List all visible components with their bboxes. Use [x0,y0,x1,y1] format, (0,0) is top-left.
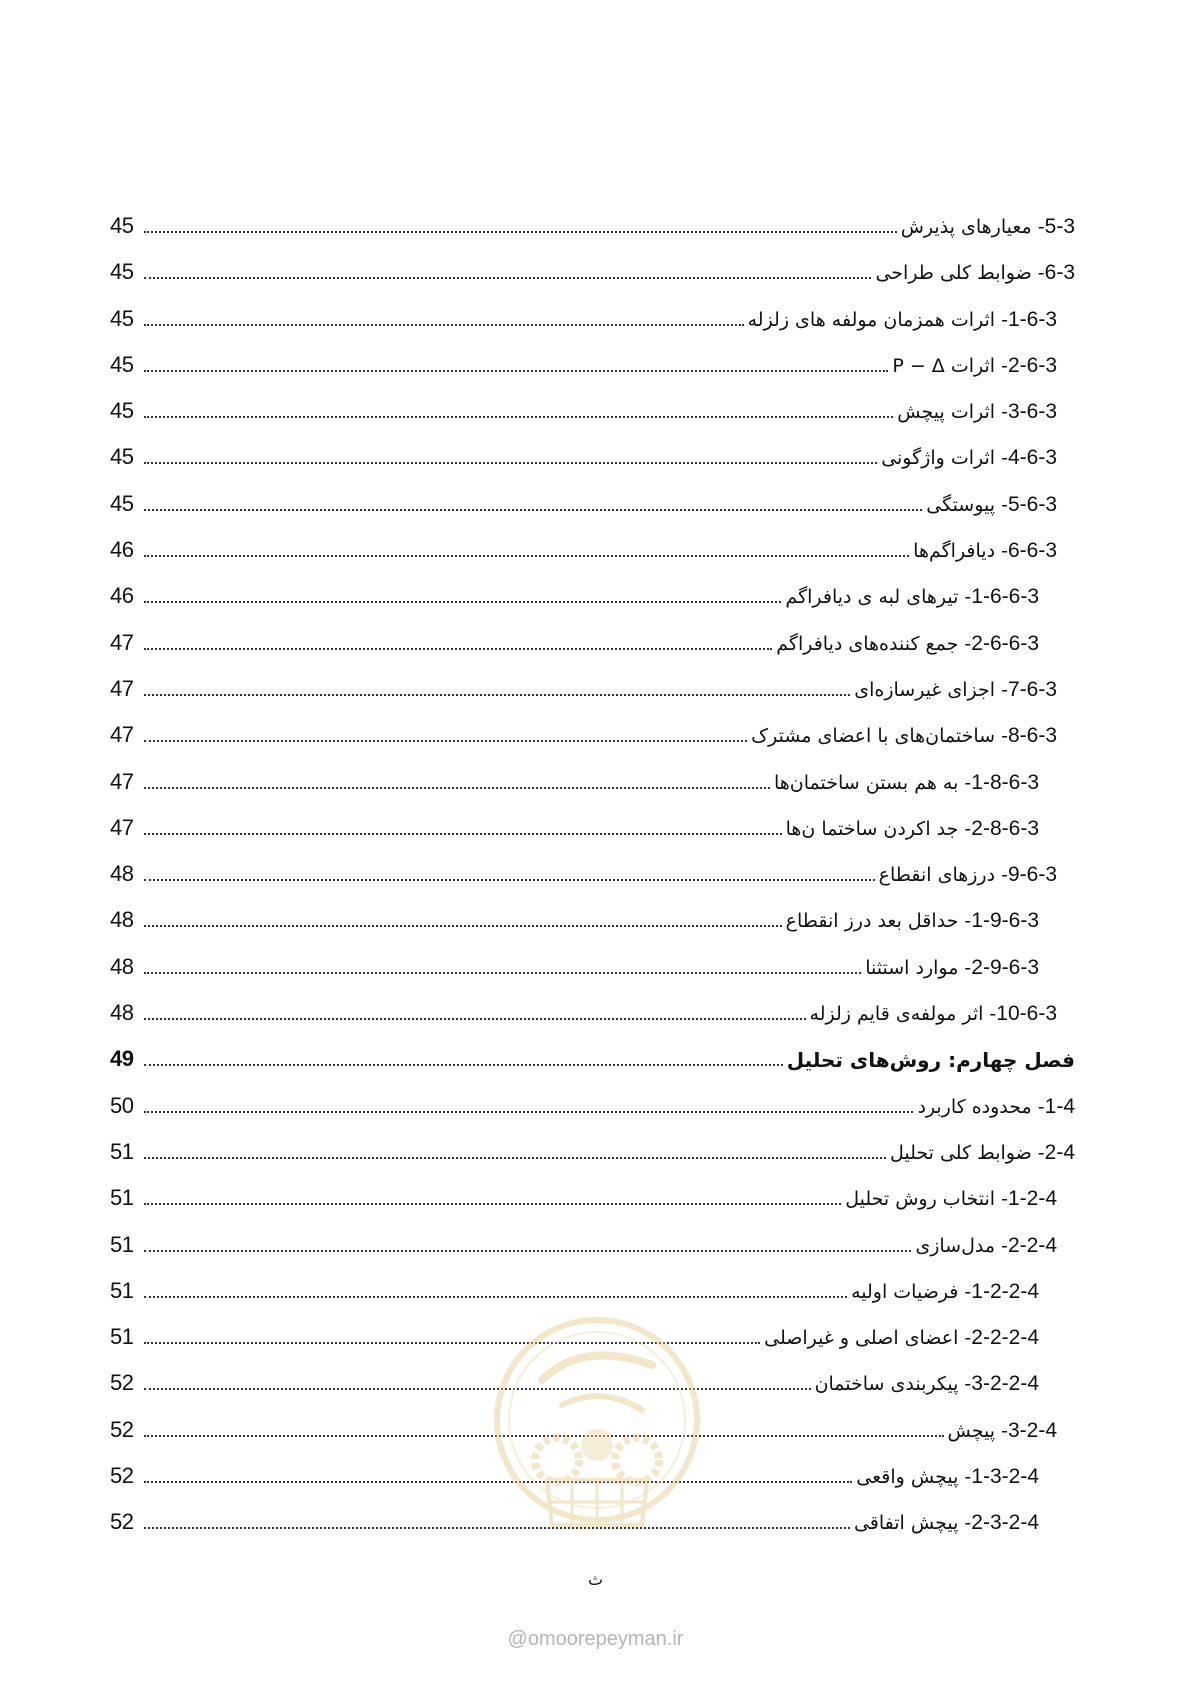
toc-leader-dots [144,306,744,326]
toc-row[interactable] [110,1232,1075,1278]
toc-entry-label: 6-3- ضوابط کلی طراحی [875,261,1075,285]
toc-entry-label: 5-3- معیارهای پذیرش [900,215,1075,238]
toc-entry-label: 1-4- محدوده کاربرد [917,1094,1075,1118]
toc-section-title: فرضیات اولیه [851,1280,959,1303]
toc-section-title: پیچش [947,1419,996,1442]
toc-page-number: 51 [110,1324,134,1350]
toc-page-number: 46 [110,537,134,563]
toc-entry-label: 2-6-3- اثرات P − Δ [892,353,1057,377]
toc-entry-label: 2-3-2-4- پیچش اتفاقی [853,1511,1039,1535]
toc-section-number: 3-2-2-4 [971,1372,1039,1396]
toc-section-title: اثرات پیچش [897,401,996,424]
toc-leader-dots [144,954,861,974]
toc-leader-dots [144,861,875,881]
watermark-seal-icon [482,1310,712,1580]
toc-leader-dots [144,1139,886,1159]
toc-row[interactable] [110,861,1075,907]
toc-entry-label: 1-6-6-3- تیرهای لبه ی دیافراگم [785,585,1039,609]
toc-page-number: 48 [110,1000,134,1026]
toc-section-title: اثرات همزمان مولفه های زلزله [747,308,996,331]
toc-page-number: 52 [110,1416,134,1442]
toc-section-number: 5-3 [1044,215,1075,238]
toc-row[interactable] [110,630,1075,676]
toc-section-number: 3-2-4 [1007,1418,1057,1442]
toc-section-number: 2-6-6-3 [971,631,1039,655]
toc-leader-dots [144,537,909,557]
toc-chapter-row[interactable] [110,1046,1075,1092]
toc-leader-dots [144,1000,806,1020]
toc-section-title: جمع کننده‌های دیافراگم [776,632,959,655]
toc-section-title: ساختمان‌های با اعضای مشترک [751,725,996,748]
toc-section-number: 1-3-2-4 [971,1465,1039,1489]
toc-row[interactable] [110,722,1075,768]
toc-page-number: 47 [110,722,134,748]
toc-row[interactable] [110,352,1075,398]
toc-row[interactable] [110,306,1075,352]
page-number: ث [587,1570,604,1589]
toc-entry-label: 1-2-4- انتخاب روش تحلیل [845,1187,1057,1211]
toc-page-number: 52 [110,1509,134,1535]
toc-section-title: فصل چهارم: روش‌های تحلیل [786,1048,1075,1073]
toc-leader-dots [144,1093,913,1113]
toc-leader-dots [144,907,782,927]
toc-section-number: 1-8-6-3 [971,770,1039,794]
toc-leader-dots [144,1278,847,1298]
toc-page-number: 47 [110,629,134,655]
toc-page-number: 45 [110,213,134,238]
toc-row[interactable] [110,769,1075,815]
toc-entry-label: 8-6-3- ساختمان‌های با اعضای مشترک [751,724,1057,748]
toc-page-number: 45 [110,490,134,516]
toc-section-title: ضوابط کلی طراحی [875,262,1032,285]
toc-section-title: پیکربندی ساختمان [814,1373,959,1396]
toc-page-number: 52 [110,1370,134,1396]
toc-section-number: 3-6-3 [1007,400,1057,424]
toc-page-number: 45 [110,259,134,285]
toc-entry-label: 3-2-4- پیچش [947,1418,1057,1442]
toc-row[interactable] [110,583,1075,629]
toc-page-number: 47 [110,814,134,840]
toc-entry-label: 1-6-3- اثرات همزمان مولفه های زلزله [747,307,1057,331]
toc-section-number: 7-6-3 [1007,677,1057,701]
toc-section-number: 2-4 [1044,1140,1075,1164]
toc-section-number: 2-2-2-4 [971,1326,1039,1350]
toc-page-number: 45 [110,351,134,377]
toc-leader-dots [144,583,781,603]
toc-entry-label: 3-6-3- اثرات پیچش [897,400,1057,424]
toc-entry-label: 1-8-6-3- به هم بستن ساختمان‌ها [773,770,1039,794]
toc-entry-label: 6-6-3- دیافراگم‌ها [913,539,1057,563]
toc-section-title: اعضای اصلی و غیراصلی [764,1327,959,1350]
toc-leader-dots [144,676,850,696]
toc-section-title: پیچش واقعی [856,1466,959,1489]
toc-page-number: 51 [110,1277,134,1303]
toc-page-number: 45 [110,398,134,424]
toc-section-title: محدوده کاربرد [917,1095,1032,1118]
toc-entry-label: 10-6-3- اثر مولفه‌ی قایم زلزله [809,1002,1057,1026]
toc-row[interactable] [110,444,1075,490]
toc-page-number: 45 [110,305,134,331]
toc-leader-dots [144,444,877,464]
toc-section-title: جد اکردن ساختما ن‌ها [785,817,959,840]
toc-page-number: 47 [110,768,134,794]
toc-entry-label: 2-6-6-3- جمع کننده‌های دیافراگم [776,631,1039,655]
toc-page-number: 45 [110,444,134,470]
toc-entry-label: 1-2-2-4- فرضیات اولیه [851,1279,1039,1303]
toc-page-number: 51 [110,1231,134,1257]
toc-section-title: موارد استثنا [865,956,959,979]
toc-row[interactable] [110,1093,1075,1139]
toc-row[interactable] [110,954,1075,1000]
toc-page-number: 51 [110,1138,134,1164]
toc-entry-label: 2-8-6-3- جد اکردن ساختما ن‌ها [785,816,1039,840]
toc-entry-label: 1-3-2-4- پیچش واقعی [856,1465,1039,1489]
toc-row[interactable] [110,537,1075,583]
toc-entry-label: 2-2-2-4- اعضای اصلی و غیراصلی [764,1326,1039,1350]
toc-leader-dots [144,259,871,279]
toc-leader-dots [144,815,782,835]
toc-leader-dots [144,1232,911,1252]
toc-section-title: درزهای انقطاع [878,864,996,887]
toc-row[interactable] [110,1139,1075,1185]
toc-section-number: 1-6-3 [1007,307,1057,331]
toc-row[interactable] [110,815,1075,861]
toc-entry-label: 2-2-4- مدل‌سازی [915,1233,1057,1257]
toc-row[interactable] [110,907,1075,953]
toc-entry-label: 2-4- ضوابط کلی تحلیل [889,1140,1075,1164]
toc-section-number: 1-2-4 [1007,1187,1057,1211]
toc-entry-label: 9-6-3- درزهای انقطاع [878,863,1057,887]
toc-section-number: 1-9-6-3 [971,909,1039,933]
toc-page-number: 46 [110,583,134,609]
watermark-website: @omoorepeyman.ir [507,1628,684,1650]
toc-page-number: 47 [110,675,134,701]
toc-page-number: 50 [110,1092,134,1118]
toc-section-number: 2-6-3 [1007,353,1057,377]
toc-section-number: 8-6-3 [1007,724,1057,748]
toc-row[interactable] [110,259,1075,305]
toc-section-title: پیچش اتفاقی [853,1512,959,1535]
toc-row[interactable] [110,213,1075,259]
toc-page-number: 48 [110,907,134,933]
toc-section-title: پیوستگی [926,493,996,516]
toc-section-number: 2-8-6-3 [971,816,1039,840]
toc-page-number: 48 [110,953,134,979]
toc-section-title: به هم بستن ساختمان‌ها [773,771,959,794]
toc-leader-dots [144,398,893,418]
toc-section-title: معیارهای پذیرش [900,216,1032,238]
toc-page-number: 52 [110,1463,134,1489]
toc-leader-dots [144,1185,841,1205]
toc-section-number: 1-4 [1044,1094,1075,1118]
toc-leader-dots [144,722,747,742]
toc-section-title: اثر مولفه‌ی قایم زلزله [809,1003,984,1026]
toc-section-number: 9-6-3 [1007,863,1057,887]
toc-row[interactable] [110,676,1075,722]
toc-page-number: 49 [110,1046,134,1072]
toc-leader-dots [144,769,770,789]
toc-entry-label [787,1046,1075,1074]
toc-leader-dots [144,352,888,372]
toc-entry-label: 5-6-3- پیوستگی [926,492,1057,516]
toc-leader-dots [144,1046,783,1066]
toc-section-title: اثرات واژگونی [881,447,996,470]
toc-section-number: 4-6-3 [1007,446,1057,470]
toc-section-title: اثرات P − Δ [892,354,996,377]
toc-section-title: ضوابط کلی تحلیل [889,1141,1032,1164]
toc-section-title: مدل‌سازی [915,1234,996,1257]
toc-entry-label: 3-2-2-4- پیکربندی ساختمان [814,1372,1039,1396]
toc-entry-label: 1-9-6-3- حداقل بعد درز انقطاع [785,909,1039,933]
toc-section-title: تیرهای لبه ی دیافراگم [785,586,959,609]
toc-section-title: انتخاب روش تحلیل [845,1188,996,1211]
toc-section-number: 1-2-2-4 [971,1279,1039,1303]
toc-section-title: اجزای غیرسازه‌ای [854,678,996,701]
toc-page-number: 48 [110,861,134,887]
toc-leader-dots [144,213,897,233]
toc-section-number: 6-6-3 [1007,539,1057,563]
toc-section-number: 5-6-3 [1007,492,1057,516]
toc-page-number: 51 [110,1185,134,1211]
toc-leader-dots [144,630,772,650]
toc-entry-label: 7-6-3- اجزای غیرسازه‌ای [854,677,1057,701]
toc-section-number: 1-6-6-3 [971,585,1039,609]
toc-leader-dots [144,491,922,511]
toc-entry-label: 4-6-3- اثرات واژگونی [881,446,1057,470]
toc-section-number: 2-2-4 [1007,1233,1057,1257]
toc-section-number: 2-9-6-3 [971,955,1039,979]
toc-section-title: حداقل بعد درز انقطاع [785,910,959,933]
toc-row[interactable] [110,1000,1075,1046]
toc-section-title: دیافراگم‌ها [913,540,996,563]
toc-section-number: 2-3-2-4 [971,1511,1039,1535]
toc-section-number: 6-3 [1044,261,1075,285]
toc-entry-label: 2-9-6-3- موارد استثنا [865,955,1039,979]
toc-section-number: 10-6-3 [996,1002,1057,1026]
toc-row[interactable] [110,398,1075,444]
toc-row[interactable] [110,491,1075,537]
toc-row[interactable] [110,1185,1075,1231]
